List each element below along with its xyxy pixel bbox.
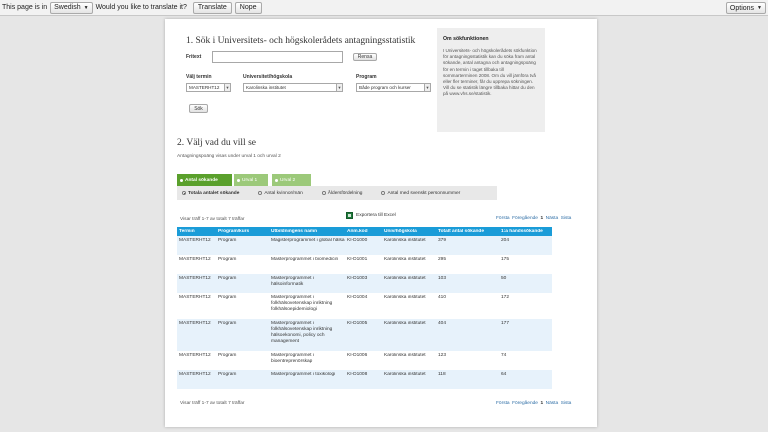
cell-univ: Karolinska institutet	[384, 295, 426, 300]
cell-univ: Karolinska institutet	[384, 276, 426, 281]
options-label: Options	[729, 4, 755, 12]
view-options	[177, 186, 497, 200]
tab-urval-1[interactable]: Urval 1	[234, 174, 268, 186]
table-row	[177, 370, 552, 389]
cell-forsta: 74	[501, 353, 507, 358]
radio-personnummer[interactable]: Antal med svenskt personnummer	[381, 191, 460, 196]
translate-question: Would you like to translate it?	[95, 4, 187, 11]
program-value: Både program och kurser	[359, 85, 411, 90]
cell-univ: Karolinska institutet	[384, 321, 426, 326]
results-info-top: Visar träff 1-7 av totalt 7 träffar	[180, 217, 245, 222]
pager-next[interactable]: Nästa	[545, 401, 559, 406]
pager-last[interactable]: Sista	[560, 401, 572, 406]
termin-label: Välj termin	[186, 74, 212, 80]
cell-namn: Masterprogrammet i hälsoinformatik	[271, 276, 314, 287]
cell-totalt: 410	[438, 295, 447, 300]
cell-namn: Masterprogrammet i biomedicin	[271, 257, 339, 262]
col-utbildningens-namn[interactable]: Utbildningens namn	[271, 228, 318, 234]
statistics-link[interactable]: www.vhs.se/statistik.	[449, 91, 492, 97]
universitet-value: Karolinska institutet	[246, 85, 286, 90]
col-program-kurs[interactable]: Program/kurs	[218, 228, 250, 234]
chevron-down-icon: ▼	[225, 85, 230, 90]
cell-kod: KI-D1008	[347, 372, 368, 377]
table-row	[177, 255, 552, 274]
choose-heading: 2. Välj vad du vill se	[177, 138, 256, 148]
radio-dot-icon	[237, 179, 240, 182]
search-button[interactable]: Sök	[189, 104, 208, 113]
cell-termin: MASTERHT12	[179, 276, 211, 281]
cell-typ: Program	[218, 276, 237, 281]
cell-univ: Karolinska institutet	[384, 353, 426, 358]
radio-icon	[258, 191, 262, 195]
cell-namn: Masterprogrammet i folkhälsovetenskap inriktning hälsoekonomi, policy och management	[271, 321, 333, 344]
cell-typ: Program	[218, 321, 237, 326]
info-text: I Universitets- och högskolerådets sökfunktion för antagningsstatistik kan du söka fram antal sökande, antal antagna och antagningspoäng för en termin i taget tillbaka till sommarterminen 2008. Om du vill jämföra två eller fler terminer, får du upprepa sökningen. Vill du se statistik längre tillbaka hittar du den på www.vhs.se/statistik.	[443, 48, 537, 97]
chevron-down-icon: ▼	[83, 4, 89, 11]
universitet-select[interactable]	[243, 83, 343, 92]
cell-typ: Program	[218, 295, 237, 300]
radio-dot-icon	[275, 179, 278, 182]
cell-kod: KI-D1001	[347, 257, 368, 262]
radio-icon	[322, 191, 326, 195]
radio-kvinnor-man[interactable]: Antal kvinnor/män	[258, 191, 302, 196]
cell-univ: Karolinska institutet	[384, 257, 426, 262]
radio-aldersfordelning[interactable]: Åldersfördelning	[322, 191, 363, 196]
language-value: Swedish	[54, 4, 81, 11]
cell-termin: MASTERHT12	[179, 372, 211, 377]
table-row	[177, 236, 552, 255]
pager-top	[496, 216, 571, 221]
fritext-label: Fritext	[186, 54, 202, 60]
translate-button[interactable]: Translate	[193, 2, 232, 14]
table-row	[177, 351, 552, 370]
cell-forsta: 50	[501, 276, 507, 281]
universitet-label: Universitet/högskola	[243, 74, 293, 80]
cell-kod: KI-D1005	[347, 321, 368, 326]
clear-button[interactable]: Rensa	[353, 53, 377, 61]
cell-typ: Program	[218, 257, 237, 262]
pager-last[interactable]: Sista	[560, 216, 572, 221]
chevron-down-icon: ▼	[425, 85, 430, 90]
table-row	[177, 319, 552, 351]
translate-bar	[0, 0, 768, 16]
col-totalt-antal[interactable]: Totalt antal sökande	[438, 228, 485, 234]
cell-totalt: 379	[438, 238, 447, 243]
cell-kod: KI-D1000	[347, 238, 368, 243]
cell-termin: MASTERHT12	[179, 321, 211, 326]
cell-termin: MASTERHT12	[179, 238, 211, 243]
fritext-input[interactable]	[212, 51, 343, 63]
cell-forsta: 204	[501, 238, 510, 243]
cell-forsta: 175	[501, 257, 510, 262]
tab-antal-sokande[interactable]: Antal sökande	[177, 174, 232, 186]
info-box	[437, 28, 545, 132]
cell-termin: MASTERHT12	[179, 295, 211, 300]
pager-first[interactable]: Första	[496, 401, 510, 406]
translate-prefix: This page is in	[2, 4, 48, 11]
termin-value: MASTERHT12	[189, 85, 220, 90]
col-anm-kod[interactable]: Anm.kod	[347, 228, 368, 234]
cell-totalt: 295	[438, 257, 447, 262]
cell-kod: KI-D1003	[347, 276, 368, 281]
cell-kod: KI-D1004	[347, 295, 368, 300]
cell-totalt: 118	[438, 372, 446, 377]
results-table	[177, 227, 552, 389]
cell-namn: Masterprogrammet i toxikologi	[271, 372, 336, 377]
cell-totalt: 103	[438, 276, 447, 281]
radio-dot-icon	[180, 179, 183, 182]
col-termin[interactable]: Termin	[179, 228, 195, 234]
cell-termin: MASTERHT12	[179, 353, 211, 358]
cell-typ: Program	[218, 372, 237, 377]
table-header	[177, 227, 552, 236]
search-heading: 1. Sök i Universitets- och högskolerådets antagningsstatistik	[186, 36, 416, 46]
pager-current: 1	[540, 216, 544, 221]
page-container	[165, 19, 597, 427]
cell-typ: Program	[218, 353, 237, 358]
pager-next[interactable]: Nästa	[545, 216, 559, 221]
cell-forsta: 64	[501, 372, 507, 377]
termin-select[interactable]	[186, 83, 231, 92]
export-excel-link[interactable]: Exportera till Excel	[346, 212, 396, 219]
table-row	[177, 293, 552, 319]
info-title: Om sökfunktionen	[443, 36, 489, 42]
program-label: Program	[356, 74, 377, 80]
pager-prev[interactable]: Föregående	[512, 401, 538, 406]
cell-namn: Masterprogrammet i folkhälsovetenskap inriktning folkhälsoepidemiologi	[271, 295, 333, 312]
cell-forsta: 172	[501, 295, 510, 300]
nope-button[interactable]: Nope	[235, 2, 262, 14]
results-info-bottom: Visar träff 1-7 av totalt 7 träffar	[180, 401, 245, 406]
pager-first[interactable]: Första	[496, 216, 510, 221]
cell-forsta: 177	[501, 321, 510, 326]
col-univ-hogskola[interactable]: Univ/högskola	[384, 228, 417, 234]
program-select[interactable]	[356, 83, 431, 92]
chevron-down-icon: ▼	[337, 85, 342, 90]
options-button[interactable]	[726, 2, 766, 14]
cell-typ: Program	[218, 238, 237, 243]
pager-bottom	[496, 401, 571, 406]
col-forsta-hand[interactable]: 1:a handssökande	[501, 228, 543, 234]
radio-icon	[381, 191, 385, 195]
chevron-down-icon: ▼	[757, 5, 762, 11]
language-select[interactable]	[50, 2, 92, 14]
tab-urval-2[interactable]: Urval 2	[272, 174, 311, 186]
cell-totalt: 404	[438, 321, 447, 326]
cell-namn: Masterprogrammet i bioentreprenörskap	[271, 353, 314, 364]
cell-univ: Karolinska institutet	[384, 372, 426, 377]
cell-univ: Karolinska institutet	[384, 238, 426, 243]
pager-current: 1	[540, 401, 544, 406]
pager-prev[interactable]: Föregående	[512, 216, 538, 221]
cell-termin: MASTERHT12	[179, 257, 211, 262]
excel-icon	[346, 212, 353, 219]
cell-namn: Magisterprogrammet i global hälsa	[271, 238, 345, 243]
choose-note: Antagningspoäng visas under urval 1 och urval 2	[177, 154, 281, 159]
radio-selected-icon	[182, 191, 186, 195]
table-row	[177, 274, 552, 293]
cell-kod: KI-D1006	[347, 353, 368, 358]
radio-totala-antalet[interactable]: Totala antalet sökande	[182, 191, 239, 196]
cell-totalt: 123	[438, 353, 447, 358]
